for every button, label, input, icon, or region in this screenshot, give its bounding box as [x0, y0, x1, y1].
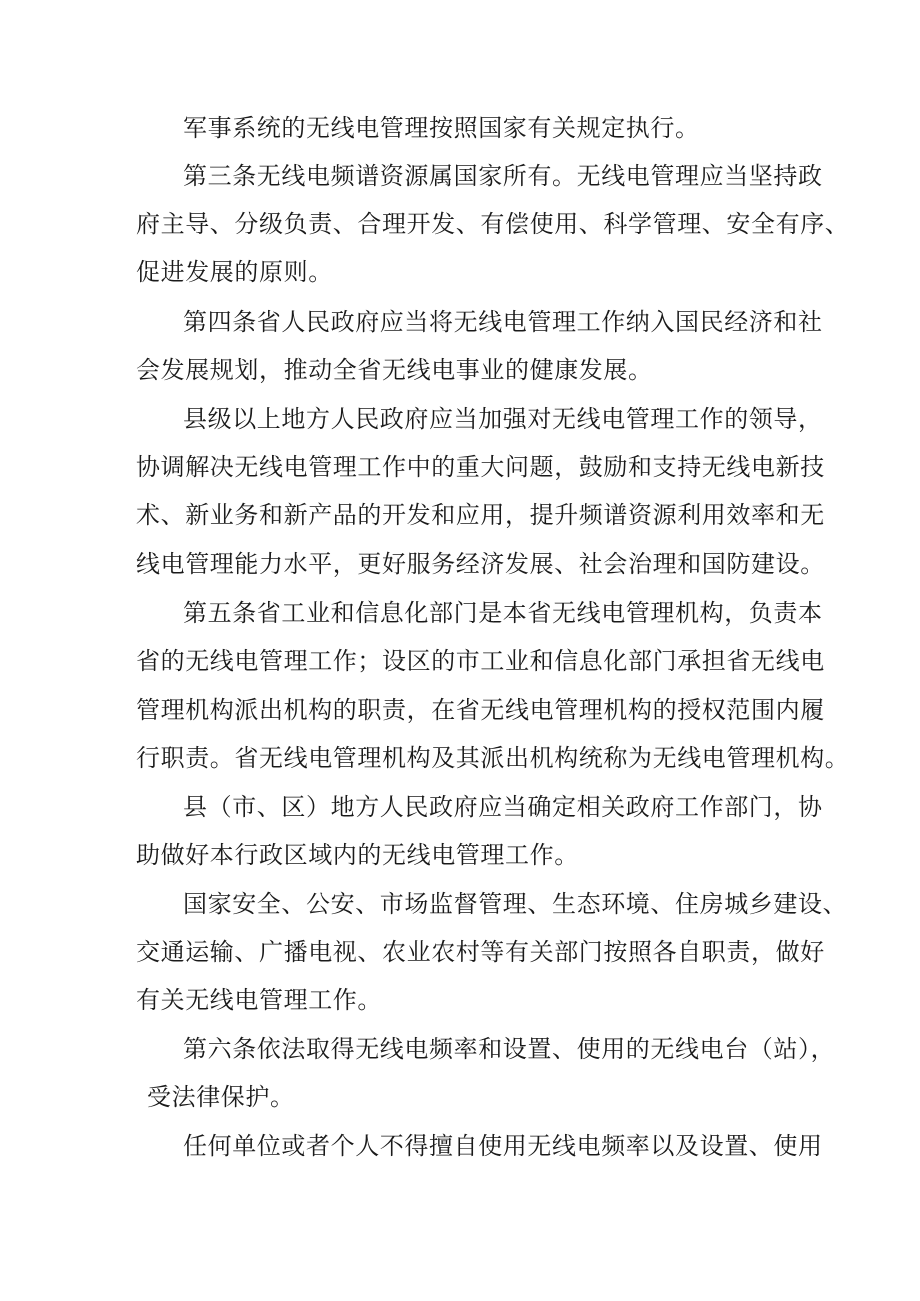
text-line: 术、新业务和新产品的开发和应用，提升频谱资源利用效率和无 — [136, 501, 825, 529]
text-line: 第六条依法取得无线电频率和设置、使用的无线电台（站）， — [183, 1035, 836, 1063]
text-line: 县（市、区）地方人民政府应当确定相关政府工作部门，协 — [183, 793, 823, 821]
text-line: 军事系统的无线电管理按照国家有关规定执行。 — [183, 114, 700, 142]
text-line: 第五条省工业和信息化部门是本省无线电管理机构，负责本 — [183, 599, 823, 627]
text-line: 有关无线电管理工作。 — [136, 986, 382, 1014]
text-line: 交通运输、广播电视、农业农村等有关部门按照各自职责，做好 — [136, 938, 825, 966]
text-line: 助做好本行政区域内的无线电管理工作。 — [136, 841, 579, 869]
text-line: 第三条无线电频谱资源属国家所有。无线电管理应当坚持政 — [183, 162, 823, 190]
text-line: 第四条省人民政府应当将无线电管理工作纳入国民经济和社 — [183, 308, 823, 336]
text-line: 管理机构派出机构的职责，在省无线电管理机构的授权范围内履 — [136, 696, 825, 724]
text-line: 府主导、分级负责、合理开发、有偿使用、科学管理、安全有序、 — [136, 210, 850, 238]
text-line: 促进发展的原则。 — [136, 258, 333, 286]
text-line: 受法律保护。 — [147, 1083, 295, 1111]
text-line: 线电管理能力水平，更好服务经济发展、社会治理和国防建设。 — [136, 550, 825, 578]
text-line: 协调解决无线电管理工作中的重大问题，鼓励和支持无线电新技 — [136, 453, 825, 481]
text-line: 县级以上地方人民政府应当加强对无线电管理工作的领导， — [183, 405, 823, 433]
text-line: 行职责。省无线电管理机构及其派出机构统称为无线电管理机构。 — [136, 744, 850, 772]
text-line: 会发展规划，推动全省无线电事业的健康发展。 — [136, 356, 653, 384]
text-line: 省的无线电管理工作；设区的市工业和信息化部门承担省无线电 — [136, 647, 825, 675]
text-line: 任何单位或者个人不得擅自使用无线电频率以及设置、使用 — [183, 1132, 823, 1160]
text-line: 国家安全、公安、市场监督管理、生态环境、住房城乡建设、 — [183, 890, 848, 918]
